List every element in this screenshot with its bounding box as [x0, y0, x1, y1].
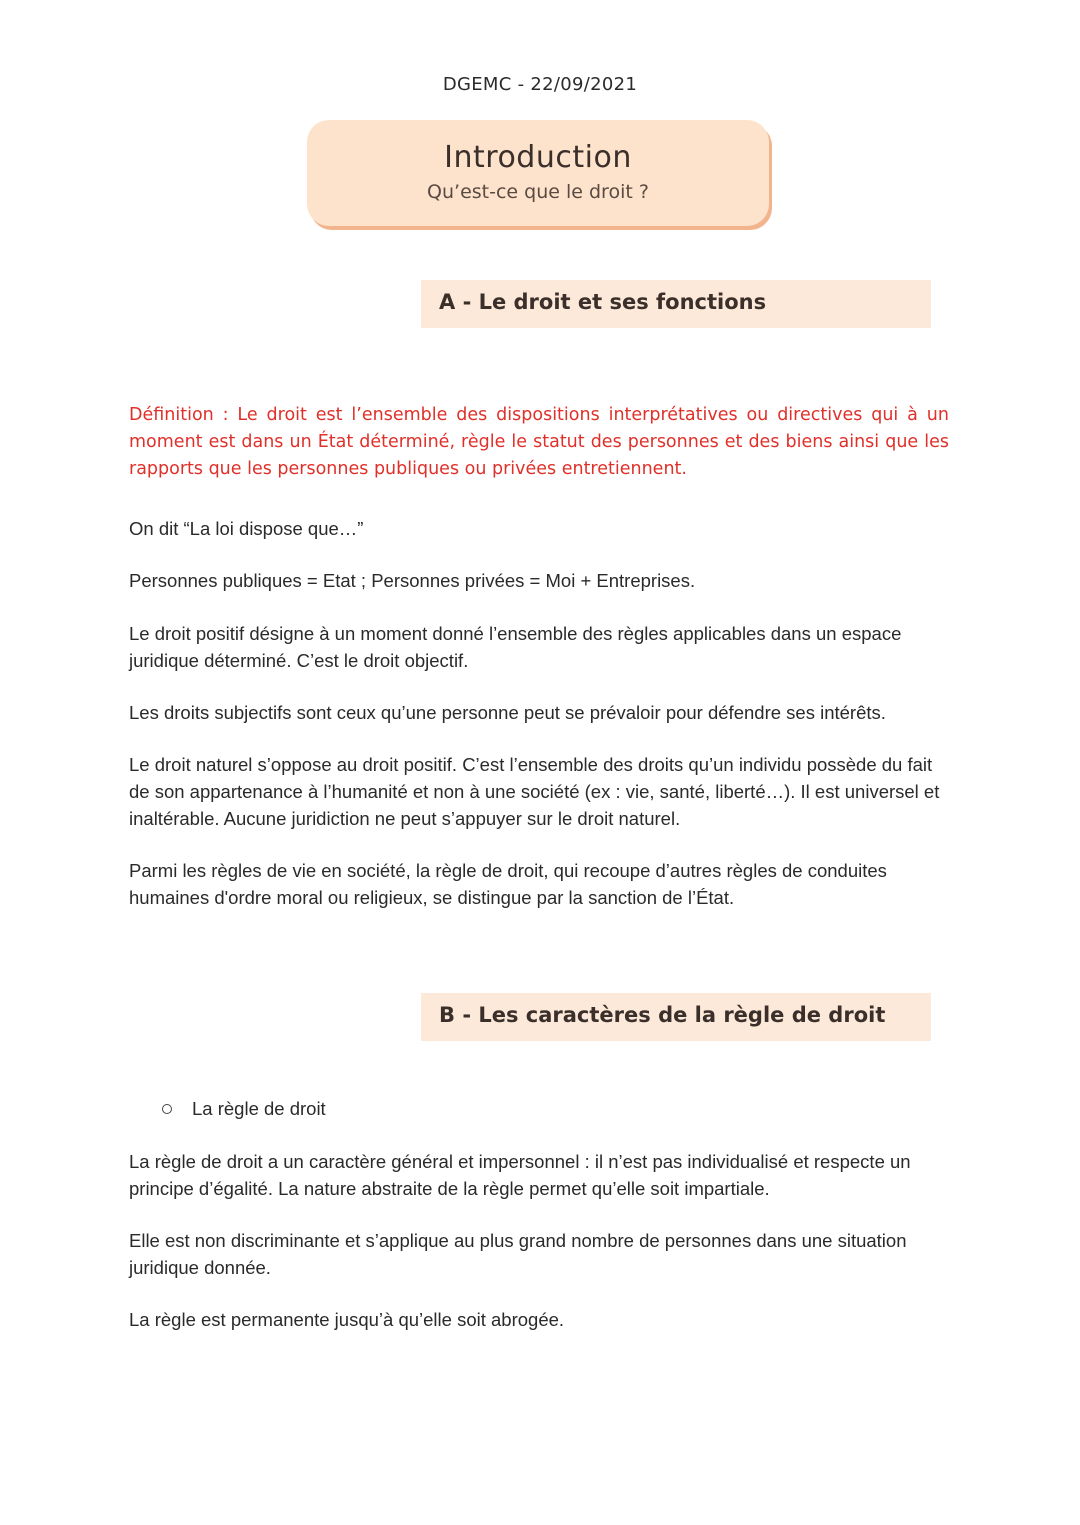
section-a-header: [421, 280, 931, 328]
bullet-label: La règle de droit: [192, 1098, 326, 1119]
paragraph: Personnes publiques = Etat ; Personnes privées = Moi + Entreprises.: [129, 570, 696, 591]
definition-paragraph: Définition : Le droit est l’ensemble des dispositions interprétatives ou directives qui à un moment est dans un État déterminé, règle le statut des personnes et des biens ainsi que les rapports que les personnes publiques ou privées entretiennent.: [129, 405, 949, 479]
section-b-title: B - Les caractères de la règle de droit: [439, 1003, 886, 1027]
page-subtitle: Qu’est-ce que le droit ?: [427, 181, 649, 203]
paragraph: Parmi les règles de vie en société, la règle de droit, qui recoupe d’autres règles de conduites humaines d'ordre moral ou religieux, se distingue par la sanction de l’État.: [129, 860, 887, 908]
course-date: DGEMC - 22/09/2021: [442, 74, 638, 95]
section-b-header: [421, 993, 931, 1041]
page-title: Introduction: [444, 140, 632, 175]
bullet-item: [162, 1095, 326, 1122]
paragraph: Les droits subjectifs sont ceux qu’une personne peut se prévaloir pour défendre ses intérêts.: [129, 702, 886, 723]
section-a-title: A - Le droit et ses fonctions: [439, 290, 767, 314]
paragraph: Le droit naturel s’oppose au droit positif. C’est l’ensemble des droits qu’un individu possède du fait de son appartenance à l’humanité et non à une société (ex : vie, santé, liberté…). Il est universel et inaltérable. Aucune juridiction ne peut s’appuyer sur le droit naturel.: [129, 754, 940, 829]
paragraph: Le droit positif désigne à un moment donné l’ensemble des règles applicables dans un espace juridique déterminé. C’est le droit objectif.: [129, 623, 902, 671]
paragraph: La règle de droit a un caractère général et impersonnel : il n’est pas individualisé et respecte un principe d’égalité. La nature abstraite de la règle permet qu’elle soit impartiale.: [129, 1151, 911, 1199]
paragraph: Elle est non discriminante et s’applique au plus grand nombre de personnes dans une situation juridique donnée.: [129, 1230, 907, 1278]
circle-bullet-icon: [162, 1104, 172, 1114]
paragraph: La règle est permanente jusqu’à qu’elle soit abrogée.: [129, 1309, 565, 1330]
title-box: [307, 120, 769, 226]
paragraph: On dit “La loi dispose que…”: [129, 518, 364, 539]
